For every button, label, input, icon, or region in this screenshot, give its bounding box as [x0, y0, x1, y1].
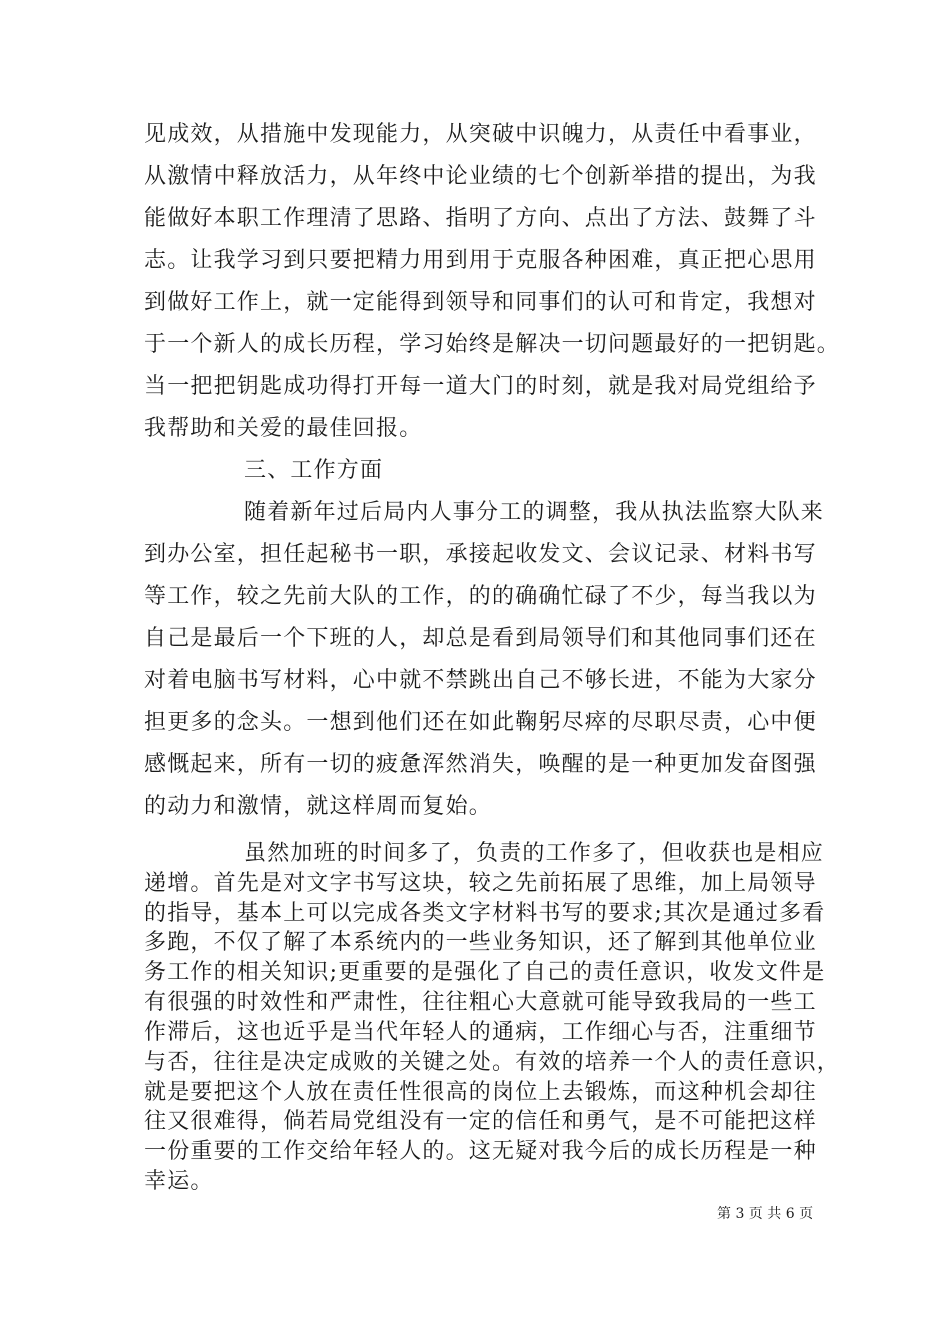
paragraph-1-line: 志。让我学习到只要把精力用到用于克服各种困难，真正把心思用 [144, 248, 817, 273]
paragraph-3-line: 往又很难得，倘若局党组没有一定的信任和勇气，是不可能把这样 [144, 1109, 817, 1134]
paragraph-3-line: 务工作的相关知识;更重要的是强化了自己的责任意识，收发文件是 [144, 960, 826, 985]
paragraph-2-line: 随着新年过后局内人事分工的调整，我从执法监察大队来 [244, 500, 825, 525]
paragraph-3-line: 多跑，不仅了解了本系统内的一些业务知识，还了解到其他单位业 [144, 930, 817, 955]
section-heading: 三、工作方面 [244, 458, 384, 483]
paragraph-2-line: 到办公室，担任起秘书一职，承接起收发文、会议记录、材料书写 [144, 542, 817, 567]
paragraph-2-line: 自己是最后一个下班的人，却总是看到局领导们和其他同事们还在 [144, 626, 817, 651]
paragraph-3-line: 的指导，基本上可以完成各类文字材料书写的要求;其次是通过多看 [144, 901, 826, 926]
paragraph-3-line: 就是要把这个人放在责任性很高的岗位上去锻炼，而这种机会却往 [144, 1080, 817, 1105]
page-number-footer: 第 3 页 共 6 页 [717, 1206, 814, 1222]
paragraph-3-line: 作滞后，这也近乎是当代年轻人的通病，工作细心与否，注重细节 [144, 1020, 817, 1045]
paragraph-3-line: 幸运。 [144, 1169, 214, 1194]
paragraph-3-line: 递增。首先是对文字书写这块，较之先前拓展了思维，加上局领导 [144, 871, 817, 896]
paragraph-1-line: 见成效，从措施中发现能力，从突破中识魄力，从责任中看事业， [144, 122, 817, 147]
paragraph-3-line: 虽然加班的时间多了，负责的工作多了，但收获也是相应 [244, 841, 825, 866]
paragraph-3-line: 与否，往往是决定成败的关键之处。有效的培养一个人的责任意识， [144, 1050, 841, 1075]
paragraph-2-line: 感慨起来，所有一切的疲惫浑然消失，唤醒的是一种更加发奋图强 [144, 752, 817, 777]
paragraph-3-line: 有很强的时效性和严肃性，往往粗心大意就可能导致我局的一些工 [144, 990, 817, 1015]
paragraph-2-line: 的动力和激情，就这样周而复始。 [144, 794, 493, 819]
paragraph-3-line: 一份重要的工作交给年轻人的。这无疑对我今后的成长历程是一种 [144, 1139, 817, 1164]
paragraph-1-line: 我帮助和关爱的最佳回报。 [144, 416, 423, 441]
paragraph-1-line: 能做好本职工作理清了思路、指明了方向、点出了方法、鼓舞了斗 [144, 206, 817, 231]
paragraph-2-line: 对着电脑书写材料，心中就不禁跳出自己不够长进，不能为大家分 [144, 668, 817, 693]
paragraph-2-line: 等工作，较之先前大队的工作，的的确确忙碌了不少，每当我以为 [144, 584, 817, 609]
paragraph-1-line: 到做好工作上，就一定能得到领导和同事们的认可和肯定，我想对 [144, 290, 817, 315]
paragraph-2-line: 担更多的念头。一想到他们还在如此鞠躬尽瘁的尽职尽责，心中便 [144, 710, 817, 735]
paragraph-1-line: 于一个新人的成长历程，学习始终是解决一切问题最好的一把钥匙。 [144, 332, 841, 357]
paragraph-1-line: 从激情中释放活力，从年终中论业绩的七个创新举措的提出，为我 [144, 164, 817, 189]
paragraph-1-line: 当一把把钥匙成功得打开每一道大门的时刻，就是我对局党组给予 [144, 374, 817, 399]
